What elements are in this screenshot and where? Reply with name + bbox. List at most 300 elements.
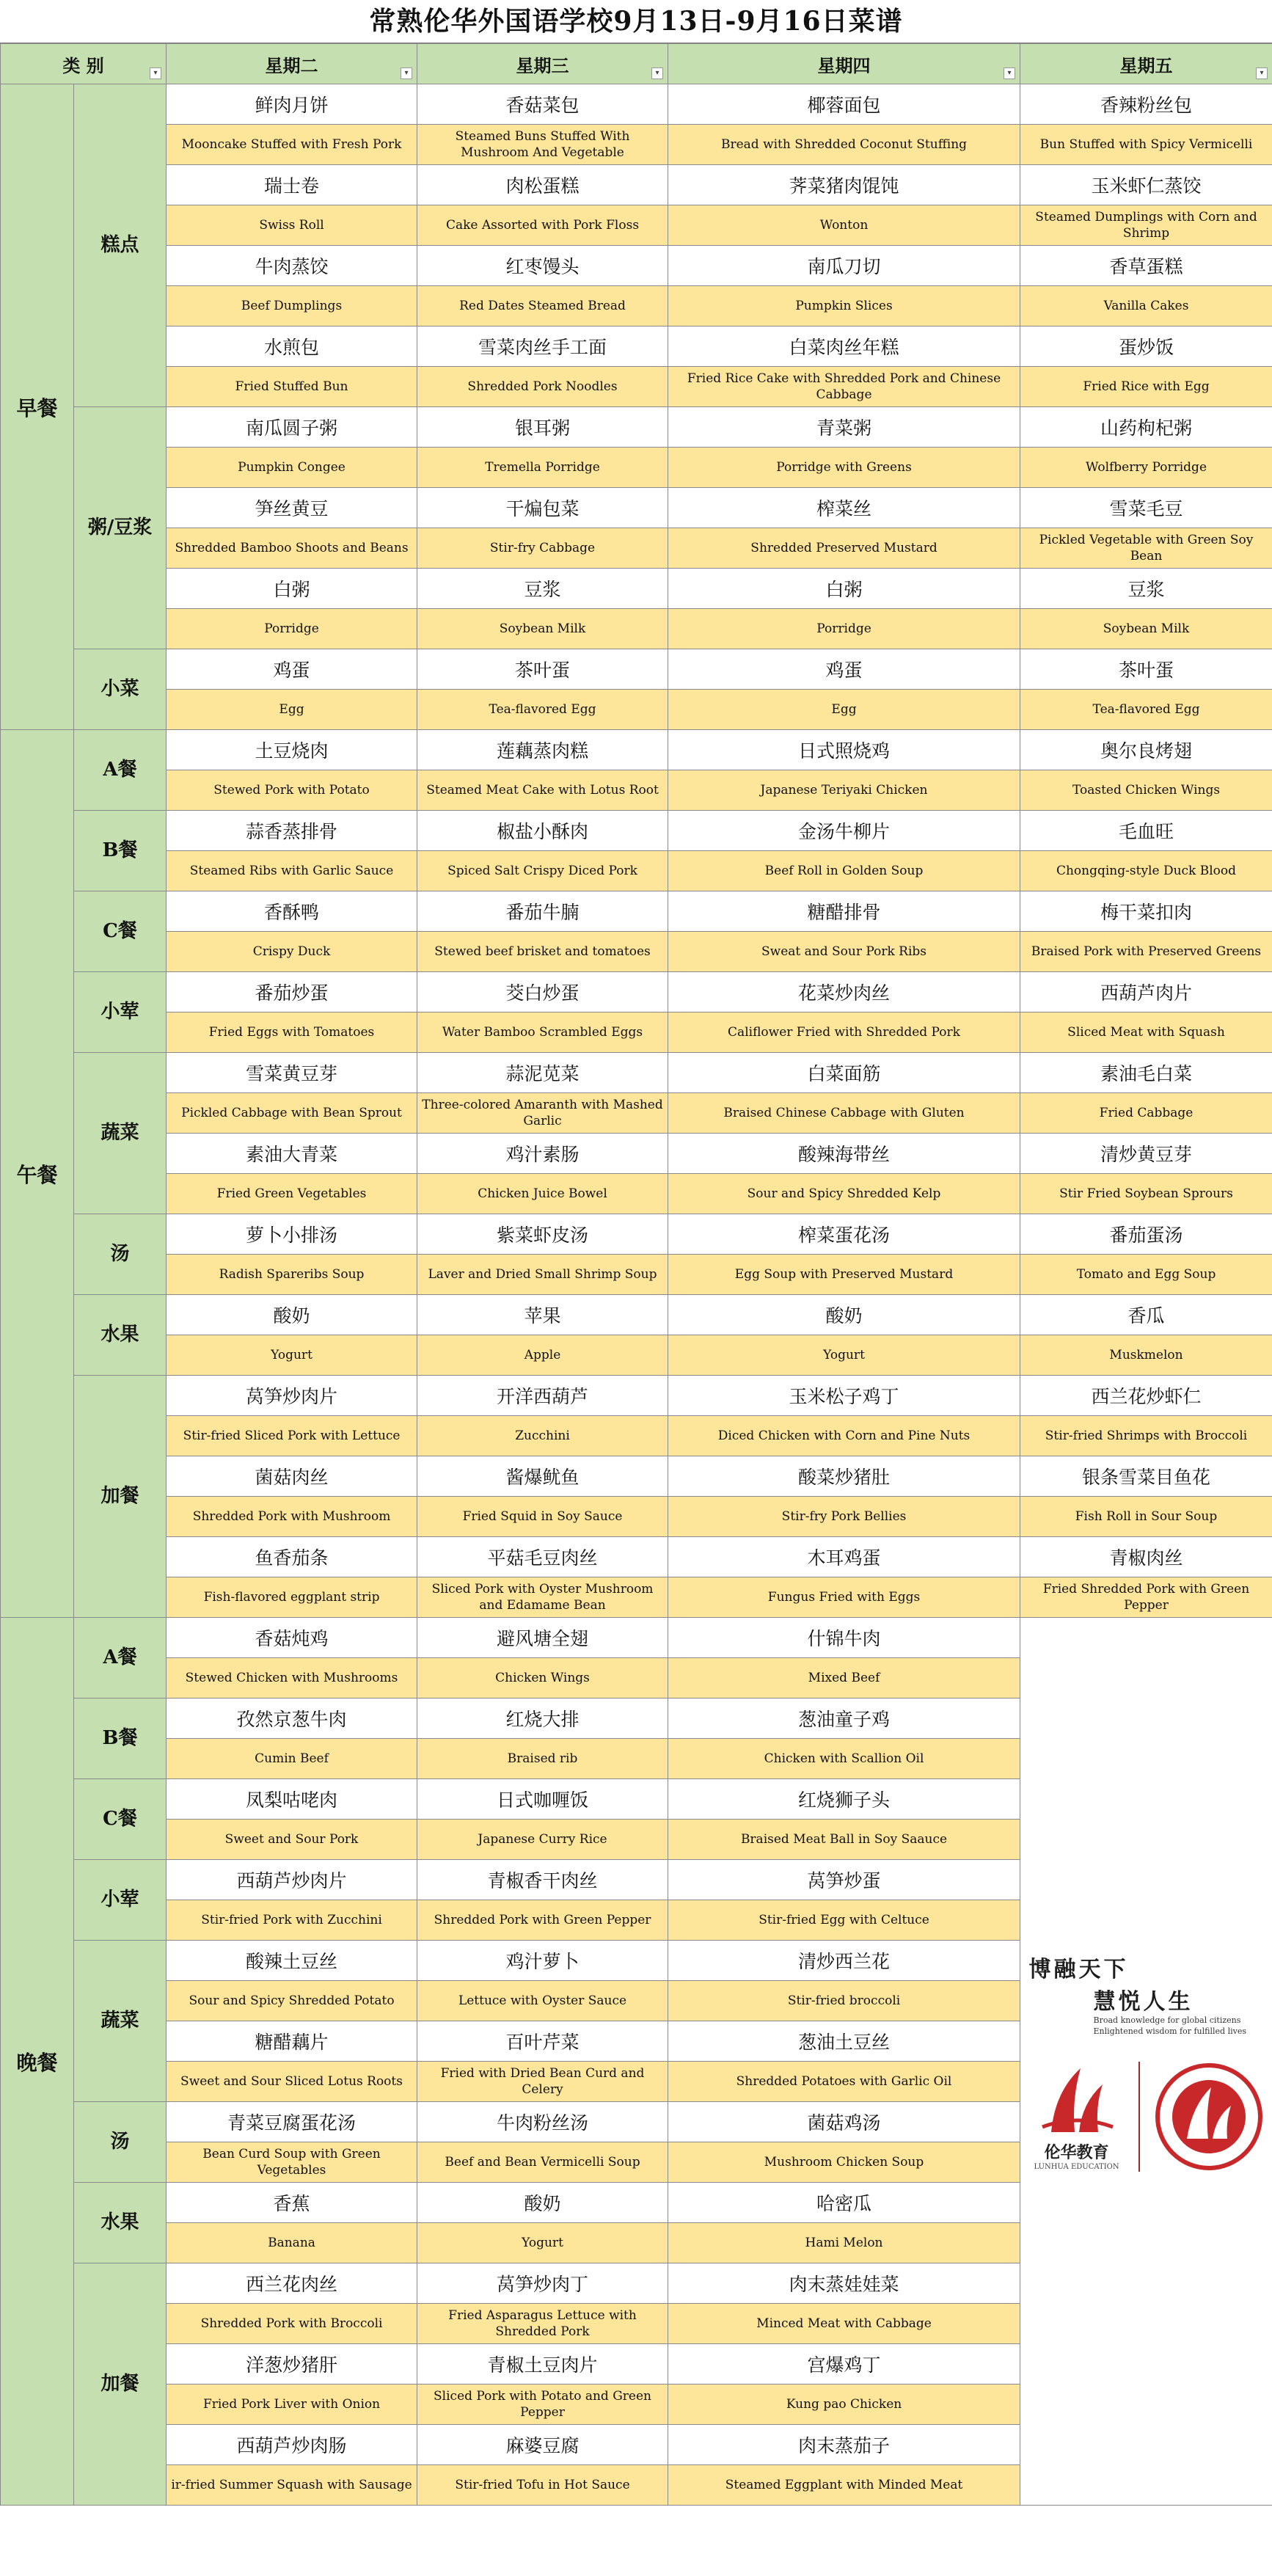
dish-name-english: Sour and Spicy Shredded Potato <box>167 1981 417 2021</box>
category-label: A餐 <box>74 730 167 811</box>
dish-name-english: Fried Pork Liver with Onion <box>167 2385 417 2425</box>
dish-name-english: Tea-flavored Egg <box>417 690 668 730</box>
dish-name-chinese: 青菜粥 <box>668 407 1020 448</box>
dish-name-chinese: 酸奶 <box>417 2183 668 2223</box>
category-label: B餐 <box>74 1699 167 1779</box>
dish-name-english: Shredded Pork Noodles <box>417 367 668 407</box>
dish-name-chinese: 青椒香干肉丝 <box>417 1860 668 1900</box>
dish-row-chinese <box>1 84 1272 125</box>
category-label: 蔬菜 <box>74 1053 167 1214</box>
dish-name-chinese: 雪菜毛豆 <box>1020 488 1272 528</box>
logo-cell <box>1020 1618 1272 2506</box>
dish-name-english: Muskmelon <box>1020 1335 1272 1376</box>
dish-name-english: Steamed Eggplant with Minded Meat <box>668 2465 1020 2506</box>
dish-name-chinese: 什锦牛肉 <box>668 1618 1020 1658</box>
dish-name-chinese: 西葫芦炒肉片 <box>167 1860 417 1900</box>
dish-name-english: Steamed Meat Cake with Lotus Root <box>417 770 668 811</box>
logo-divider <box>1138 2062 1140 2172</box>
dish-name-english: Fried Stuffed Bun <box>167 367 417 407</box>
dish-name-chinese: 素油毛白菜 <box>1020 1053 1272 1093</box>
dish-name-english: ir-fried Summer Squash with Sausage <box>167 2465 417 2506</box>
dish-name-chinese: 蛋炒饭 <box>1020 326 1272 367</box>
dish-name-chinese: 花菜炒肉丝 <box>668 972 1020 1012</box>
dish-name-english: Chicken Juice Bowel <box>417 1174 668 1214</box>
dish-name-chinese: 莴笋炒蛋 <box>668 1860 1020 1900</box>
dish-name-english: Kung pao Chicken <box>668 2385 1020 2425</box>
brand-name: 伦华教育 <box>1044 2142 1109 2162</box>
dish-name-chinese: 清炒西兰花 <box>668 1941 1020 1981</box>
dish-name-chinese: 开洋西葫芦 <box>417 1376 668 1416</box>
dish-name-english: Pumpkin Slices <box>668 286 1020 326</box>
dish-name-chinese: 萝卜小排汤 <box>167 1214 417 1255</box>
dish-name-english: Yogurt <box>668 1335 1020 1376</box>
dish-name-chinese: 苹果 <box>417 1295 668 1335</box>
slogan-line-2: 慧悦人生 <box>1093 1989 1194 2015</box>
dish-row-english <box>1 770 1272 811</box>
dish-row-chinese <box>1 326 1272 367</box>
dish-name-english: Fried Rice with Egg <box>1020 367 1272 407</box>
dish-name-chinese: 平菇毛豆肉丝 <box>417 1537 668 1577</box>
meal-label: 午餐 <box>1 730 74 1618</box>
dish-name-chinese: 雪菜黄豆芽 <box>167 1053 417 1093</box>
dish-name-chinese: 水煎包 <box>167 326 417 367</box>
dish-name-english: Fried Asparagus Lettuce with Shredded Pork <box>417 2304 668 2344</box>
category-label: 小菜 <box>74 649 167 730</box>
tagline-1: Broad knowledge for global citizens <box>1093 2015 1241 2026</box>
dish-name-english: Fried with Dried Bean Curd and Celery <box>417 2062 668 2102</box>
dish-row-english <box>1 205 1272 246</box>
dish-name-english: Califlower Fried with Shredded Pork <box>668 1012 1020 1053</box>
dish-row-english <box>1 1577 1272 1618</box>
dish-name-english: Stir-fried Shrimps with Broccoli <box>1020 1416 1272 1456</box>
day-header[interactable]: 星期五 ▾ <box>1020 44 1272 84</box>
dish-name-chinese: 酸菜炒猪肚 <box>668 1456 1020 1497</box>
dish-row-chinese <box>1 730 1272 770</box>
tagline-2: Enlightened wisdom for fulfilled lives <box>1093 2026 1246 2036</box>
dish-name-chinese: 孜然京葱牛肉 <box>167 1699 417 1739</box>
dish-name-english: Fungus Fried with Eggs <box>668 1577 1020 1618</box>
dish-name-chinese: 青椒土豆肉片 <box>417 2344 668 2385</box>
dish-name-english: Chongqing-style Duck Blood <box>1020 851 1272 891</box>
dish-name-chinese: 鸡汁素肠 <box>417 1134 668 1174</box>
dish-name-english: Chicken with Scallion Oil <box>668 1739 1020 1779</box>
dish-row-english <box>1 1174 1272 1214</box>
dish-name-chinese: 蒜香蒸排骨 <box>167 811 417 851</box>
dish-name-chinese: 青菜豆腐蛋花汤 <box>167 2102 417 2142</box>
dish-name-english: Steamed Ribs with Garlic Sauce <box>167 851 417 891</box>
dish-name-english: Porridge <box>167 609 417 649</box>
dish-name-chinese: 土豆烧肉 <box>167 730 417 770</box>
dish-name-chinese: 梅干菜扣肉 <box>1020 891 1272 932</box>
dish-name-chinese: 葱油童子鸡 <box>668 1699 1020 1739</box>
dish-name-chinese: 金汤牛柳片 <box>668 811 1020 851</box>
dish-name-chinese: 番茄蛋汤 <box>1020 1214 1272 1255</box>
dish-name-chinese: 糖醋排骨 <box>668 891 1020 932</box>
filter-dropdown-icon: ▾ <box>401 67 412 79</box>
dish-name-english: Fried Rice Cake with Shredded Pork and Chinese Cabbage <box>668 367 1020 407</box>
dish-name-chinese: 牛肉蒸饺 <box>167 246 417 286</box>
dish-row-chinese <box>1 1053 1272 1093</box>
page-title: 常熟伦华外国语学校9月13日-9月16日菜谱 <box>0 0 1272 43</box>
dish-name-chinese: 葱油土豆丝 <box>668 2021 1020 2062</box>
dish-name-chinese: 香草蛋糕 <box>1020 246 1272 286</box>
dish-name-chinese: 笋丝黄豆 <box>167 488 417 528</box>
sail-logo-icon <box>1037 2062 1117 2136</box>
dish-name-english: Soybean Milk <box>1020 609 1272 649</box>
dish-row-chinese <box>1 488 1272 528</box>
dish-name-english: Steamed Buns Stuffed With Mushroom And Vegetable <box>417 125 668 165</box>
dish-name-english: Fried Green Vegetables <box>167 1174 417 1214</box>
dish-name-chinese: 肉末蒸茄子 <box>668 2425 1020 2465</box>
dish-name-chinese: 日式照烧鸡 <box>668 730 1020 770</box>
dish-name-chinese: 玉米松子鸡丁 <box>668 1376 1020 1416</box>
dish-name-chinese: 山药枸杞粥 <box>1020 407 1272 448</box>
dish-row-chinese <box>1 1376 1272 1416</box>
dish-name-chinese: 日式咖喱饭 <box>417 1779 668 1820</box>
dish-name-chinese: 香菇炖鸡 <box>167 1618 417 1658</box>
dish-name-english: Braised rib <box>417 1739 668 1779</box>
dish-row-english <box>1 1093 1272 1134</box>
dish-row-english <box>1 448 1272 488</box>
dish-name-english: Sour and Spicy Shredded Kelp <box>668 1174 1020 1214</box>
dish-name-chinese: 豆浆 <box>417 569 668 609</box>
dish-name-chinese: 茭白炒蛋 <box>417 972 668 1012</box>
dish-name-english: Diced Chicken with Corn and Pine Nuts <box>668 1416 1020 1456</box>
dish-name-chinese: 毛血旺 <box>1020 811 1272 851</box>
dish-name-chinese: 酸奶 <box>167 1295 417 1335</box>
day-header[interactable]: 星期二 ▾ <box>167 44 417 84</box>
dish-row-english <box>1 609 1272 649</box>
school-logo <box>1029 1951 1264 2172</box>
dish-name-english: Stewed beef brisket and tomatoes <box>417 932 668 972</box>
dish-name-chinese: 白粥 <box>668 569 1020 609</box>
dish-name-chinese: 香辣粉丝包 <box>1020 84 1272 125</box>
dish-name-english: Shredded Pork with Mushroom <box>167 1497 417 1537</box>
dish-name-english: Bean Curd Soup with Green Vegetables <box>167 2142 417 2183</box>
dish-name-chinese: 酸辣海带丝 <box>668 1134 1020 1174</box>
dish-name-english: Shredded Bamboo Shoots and Beans <box>167 528 417 569</box>
dish-row-chinese <box>1 811 1272 851</box>
dish-name-english: Sliced Meat with Squash <box>1020 1012 1272 1053</box>
dish-name-chinese: 番茄牛腩 <box>417 891 668 932</box>
dish-name-english: Water Bamboo Scrambled Eggs <box>417 1012 668 1053</box>
dish-name-english: Stewed Pork with Potato <box>167 770 417 811</box>
dish-name-chinese: 西兰花肉丝 <box>167 2263 417 2304</box>
dish-name-chinese: 奥尔良烤翅 <box>1020 730 1272 770</box>
dish-name-english: Beef and Bean Vermicelli Soup <box>417 2142 668 2183</box>
dish-name-chinese: 南瓜刀切 <box>668 246 1020 286</box>
dish-row-english <box>1 1012 1272 1053</box>
dish-name-chinese: 白菜面筋 <box>668 1053 1020 1093</box>
dish-name-english: Stir-fried Egg with Celtuce <box>668 1900 1020 1941</box>
dish-name-english: Bun Stuffed with Spicy Vermicelli <box>1020 125 1272 165</box>
dish-name-chinese: 清炒黄豆芽 <box>1020 1134 1272 1174</box>
menu-body <box>1 84 1272 2506</box>
dish-name-chinese: 茶叶蛋 <box>417 649 668 690</box>
dish-name-chinese: 鱼香茄条 <box>167 1537 417 1577</box>
dish-row-chinese <box>1 972 1272 1012</box>
dish-name-chinese: 蒜泥苋菜 <box>417 1053 668 1093</box>
dish-row-chinese <box>1 407 1272 448</box>
category-label: 糕点 <box>74 84 167 407</box>
day-header[interactable]: 星期三 ▾ <box>417 44 668 84</box>
dish-name-chinese: 银耳粥 <box>417 407 668 448</box>
dish-name-chinese: 菌菇鸡汤 <box>668 2102 1020 2142</box>
category-label: 蔬菜 <box>74 1941 167 2102</box>
dish-name-chinese: 番茄炒蛋 <box>167 972 417 1012</box>
dish-name-chinese: 白粥 <box>167 569 417 609</box>
dish-name-english: Mushroom Chicken Soup <box>668 2142 1020 2183</box>
dish-name-english: Fish Roll in Sour Soup <box>1020 1497 1272 1537</box>
dish-name-chinese: 菌菇肉丝 <box>167 1456 417 1497</box>
dish-row-chinese <box>1 1537 1272 1577</box>
dish-name-chinese: 香菇菜包 <box>417 84 668 125</box>
dish-row-english <box>1 851 1272 891</box>
dish-name-chinese: 青椒肉丝 <box>1020 1537 1272 1577</box>
dish-name-english: Egg <box>167 690 417 730</box>
category-label: 加餐 <box>74 1376 167 1618</box>
dish-name-english: Tomato and Egg Soup <box>1020 1255 1272 1295</box>
dish-name-english: Egg Soup with Preserved Mustard <box>668 1255 1020 1295</box>
category-label: 汤 <box>74 2102 167 2183</box>
dish-name-english: Beef Roll in Golden Soup <box>668 851 1020 891</box>
category-label: C餐 <box>74 1779 167 1860</box>
dish-name-chinese: 红烧大排 <box>417 1699 668 1739</box>
dish-name-english: Minced Meat with Cabbage <box>668 2304 1020 2344</box>
dish-name-chinese: 鸡汁萝卜 <box>417 1941 668 1981</box>
category-label: B餐 <box>74 811 167 891</box>
category-label: 小荤 <box>74 972 167 1053</box>
category-label: 粥/豆浆 <box>74 407 167 649</box>
category-label: A餐 <box>74 1618 167 1699</box>
dish-name-english: Banana <box>167 2223 417 2263</box>
dish-name-chinese: 鸡蛋 <box>167 649 417 690</box>
dish-name-chinese: 百叶芹菜 <box>417 2021 668 2062</box>
dish-name-english: Wolfberry Porridge <box>1020 448 1272 488</box>
dish-name-english: Sweet and Sour Pork <box>167 1820 417 1860</box>
dish-name-chinese: 西兰花炒虾仁 <box>1020 1376 1272 1416</box>
dish-name-chinese: 莲藕蒸肉糕 <box>417 730 668 770</box>
dish-name-english: Shredded Pork with Broccoli <box>167 2304 417 2344</box>
dish-name-english: Braised Meat Ball in Soy Saauce <box>668 1820 1020 1860</box>
dish-name-english: Tremella Porridge <box>417 448 668 488</box>
dish-name-english: Pickled Cabbage with Bean Sprout <box>167 1093 417 1134</box>
dish-row-chinese <box>1 1295 1272 1335</box>
dish-row-chinese <box>1 891 1272 932</box>
dish-name-english: Sweet and Sour Sliced Lotus Roots <box>167 2062 417 2102</box>
dish-name-english: Stir Fried Soybean Sprours <box>1020 1174 1272 1214</box>
dish-name-chinese: 糖醋藕片 <box>167 2021 417 2062</box>
dish-name-english: Japanese Curry Rice <box>417 1820 668 1860</box>
dish-name-english: Stir-fried Tofu in Hot Sauce <box>417 2465 668 2506</box>
dish-name-chinese: 西葫芦炒肉肠 <box>167 2425 417 2465</box>
dish-name-english: Tea-flavored Egg <box>1020 690 1272 730</box>
dish-name-english: Fish-flavored eggplant strip <box>167 1577 417 1618</box>
dish-name-chinese: 鲜肉月饼 <box>167 84 417 125</box>
dish-name-chinese: 荠菜猪肉馄饨 <box>668 165 1020 205</box>
dish-name-english: Sliced Pork with Oyster Mushroom and Edamame Bean <box>417 1577 668 1618</box>
dish-name-english: Fried Cabbage <box>1020 1093 1272 1134</box>
category-label: C餐 <box>74 891 167 972</box>
school-seal-icon <box>1154 2062 1264 2172</box>
category-header[interactable]: 类 别 ▾ <box>1 44 167 84</box>
dish-name-chinese: 红枣馒头 <box>417 246 668 286</box>
dish-name-english: Porridge with Greens <box>668 448 1020 488</box>
dish-row-chinese <box>1 165 1272 205</box>
dish-name-english: Shredded Pork with Green Pepper <box>417 1900 668 1941</box>
dish-name-english: Stir-fried Sliced Pork with Lettuce <box>167 1416 417 1456</box>
dish-name-english: Mooncake Stuffed with Fresh Pork <box>167 125 417 165</box>
dish-name-english: Crispy Duck <box>167 932 417 972</box>
dish-name-chinese: 紫菜虾皮汤 <box>417 1214 668 1255</box>
dish-name-english: Apple <box>417 1335 668 1376</box>
dish-name-english: Pumpkin Congee <box>167 448 417 488</box>
dish-name-english: Wonton <box>668 205 1020 246</box>
dish-row-english <box>1 690 1272 730</box>
brand-mark <box>1029 2062 1125 2171</box>
dish-row-english <box>1 286 1272 326</box>
dish-name-chinese: 椒盐小酥肉 <box>417 811 668 851</box>
dish-name-chinese: 香瓜 <box>1020 1295 1272 1335</box>
dish-row-chinese <box>1 649 1272 690</box>
dish-name-chinese: 酸奶 <box>668 1295 1020 1335</box>
dish-name-english: Zucchini <box>417 1416 668 1456</box>
category-label: 水果 <box>74 1295 167 1376</box>
dish-name-chinese: 莴笋炒肉丁 <box>417 2263 668 2304</box>
dish-name-english: Stir-fried Pork with Zucchini <box>167 1900 417 1941</box>
dish-row-chinese <box>1 246 1272 286</box>
dish-name-chinese: 牛肉粉丝汤 <box>417 2102 668 2142</box>
dish-row-chinese <box>1 569 1272 609</box>
dish-name-english: Cake Assorted with Pork Floss <box>417 205 668 246</box>
dish-row-english <box>1 367 1272 407</box>
category-label: 汤 <box>74 1214 167 1295</box>
dish-name-english: Cumin Beef <box>167 1739 417 1779</box>
dish-name-english: Vanilla Cakes <box>1020 286 1272 326</box>
dish-name-english: Toasted Chicken Wings <box>1020 770 1272 811</box>
brand-english: LUNHUA EDUCATION <box>1034 2162 1119 2171</box>
dish-name-english: Radish Spareribs Soup <box>167 1255 417 1295</box>
dish-name-chinese: 玉米虾仁蒸饺 <box>1020 165 1272 205</box>
filter-dropdown-icon: ▾ <box>1256 67 1268 79</box>
dish-name-chinese: 宫爆鸡丁 <box>668 2344 1020 2385</box>
dish-name-chinese: 南瓜圆子粥 <box>167 407 417 448</box>
dish-row-english <box>1 528 1272 569</box>
day-header[interactable]: 星期四 ▾ <box>668 44 1020 84</box>
dish-name-english: Mixed Beef <box>668 1658 1020 1699</box>
dish-name-chinese: 木耳鸡蛋 <box>668 1537 1020 1577</box>
dish-row-english <box>1 932 1272 972</box>
dish-row-english <box>1 125 1272 165</box>
dish-name-chinese: 酱爆鱿鱼 <box>417 1456 668 1497</box>
dish-name-english: Beef Dumplings <box>167 286 417 326</box>
dish-name-english: Shredded Potatoes with Garlic Oil <box>668 2062 1020 2102</box>
dish-name-chinese: 榨菜丝 <box>668 488 1020 528</box>
table-header-row <box>1 44 1272 84</box>
dish-name-chinese: 避风塘全翅 <box>417 1618 668 1658</box>
dish-name-english: Sliced Pork with Potato and Green Pepper <box>417 2385 668 2425</box>
dish-name-chinese: 西葫芦肉片 <box>1020 972 1272 1012</box>
dish-name-english: Chicken Wings <box>417 1658 668 1699</box>
dish-name-english: Fried Eggs with Tomatoes <box>167 1012 417 1053</box>
dish-name-english: Braised Chinese Cabbage with Gluten <box>668 1093 1020 1134</box>
filter-dropdown-icon: ▾ <box>651 67 663 79</box>
dish-name-chinese: 鸡蛋 <box>668 649 1020 690</box>
dish-name-chinese: 肉松蛋糕 <box>417 165 668 205</box>
dish-name-chinese: 瑞士卷 <box>167 165 417 205</box>
dish-row-english <box>1 1497 1272 1537</box>
dish-name-chinese: 白菜肉丝年糕 <box>668 326 1020 367</box>
dish-name-english: Egg <box>668 690 1020 730</box>
dish-name-english: Three-colored Amaranth with Mashed Garlic <box>417 1093 668 1134</box>
dish-name-chinese: 洋葱炒猪肝 <box>167 2344 417 2385</box>
dish-name-chinese: 雪菜肉丝手工面 <box>417 326 668 367</box>
dish-name-english: Swiss Roll <box>167 205 417 246</box>
dish-name-chinese: 银条雪菜目鱼花 <box>1020 1456 1272 1497</box>
dish-name-english: Yogurt <box>417 2223 668 2263</box>
dish-name-chinese: 榨菜蛋花汤 <box>668 1214 1020 1255</box>
dish-row-chinese <box>1 1618 1272 1658</box>
menu-table <box>0 43 1272 2506</box>
dish-name-chinese: 素油大青菜 <box>167 1134 417 1174</box>
dish-row-chinese <box>1 1456 1272 1497</box>
meal-label: 晚餐 <box>1 1618 74 2506</box>
dish-name-english: Lettuce with Oyster Sauce <box>417 1981 668 2021</box>
dish-name-english: Stir-fry Cabbage <box>417 528 668 569</box>
dish-name-english: Stir-fry Pork Bellies <box>668 1497 1020 1537</box>
dish-name-chinese: 凤梨咕咾肉 <box>167 1779 417 1820</box>
dish-name-english: Porridge <box>668 609 1020 649</box>
dish-name-english: Steamed Dumplings with Corn and Shrimp <box>1020 205 1272 246</box>
dish-row-chinese <box>1 1214 1272 1255</box>
dish-name-english: Bread with Shredded Coconut Stuffing <box>668 125 1020 165</box>
filter-dropdown-icon: ▾ <box>150 67 161 79</box>
dish-name-chinese: 椰蓉面包 <box>668 84 1020 125</box>
dish-name-english: Japanese Teriyaki Chicken <box>668 770 1020 811</box>
dish-name-english: Stir-fried broccoli <box>668 1981 1020 2021</box>
dish-name-english: Hami Melon <box>668 2223 1020 2263</box>
dish-row-english <box>1 1255 1272 1295</box>
dish-name-english: Braised Pork with Preserved Greens <box>1020 932 1272 972</box>
dish-name-chinese: 干煸包菜 <box>417 488 668 528</box>
category-label: 小荤 <box>74 1860 167 1941</box>
dish-name-english: Fried Shredded Pork with Green Pepper <box>1020 1577 1272 1618</box>
dish-name-chinese: 香蕉 <box>167 2183 417 2223</box>
dish-name-english: Sweat and Sour Pork Ribs <box>668 932 1020 972</box>
dish-name-english: Stewed Chicken with Mushrooms <box>167 1658 417 1699</box>
category-label: 加餐 <box>74 2263 167 2506</box>
dish-name-chinese: 莴笋炒肉片 <box>167 1376 417 1416</box>
dish-name-chinese: 酸辣土豆丝 <box>167 1941 417 1981</box>
dish-name-english: Shredded Preserved Mustard <box>668 528 1020 569</box>
dish-name-english: Yogurt <box>167 1335 417 1376</box>
filter-dropdown-icon: ▾ <box>1004 67 1015 79</box>
dish-name-english: Laver and Dried Small Shrimp Soup <box>417 1255 668 1295</box>
category-label: 水果 <box>74 2183 167 2263</box>
dish-name-english: Fried Squid in Soy Sauce <box>417 1497 668 1537</box>
dish-name-chinese: 茶叶蛋 <box>1020 649 1272 690</box>
dish-name-chinese: 红烧狮子头 <box>668 1779 1020 1820</box>
dish-row-english <box>1 1416 1272 1456</box>
dish-name-english: Pickled Vegetable with Green Soy Bean <box>1020 528 1272 569</box>
dish-row-chinese <box>1 1134 1272 1174</box>
slogan-line-1: 博融天下 <box>1028 1957 1129 1983</box>
dish-name-chinese: 麻婆豆腐 <box>417 2425 668 2465</box>
meal-label: 早餐 <box>1 84 74 730</box>
dish-row-english <box>1 1335 1272 1376</box>
dish-name-chinese: 香酥鸭 <box>167 891 417 932</box>
dish-name-english: Soybean Milk <box>417 609 668 649</box>
